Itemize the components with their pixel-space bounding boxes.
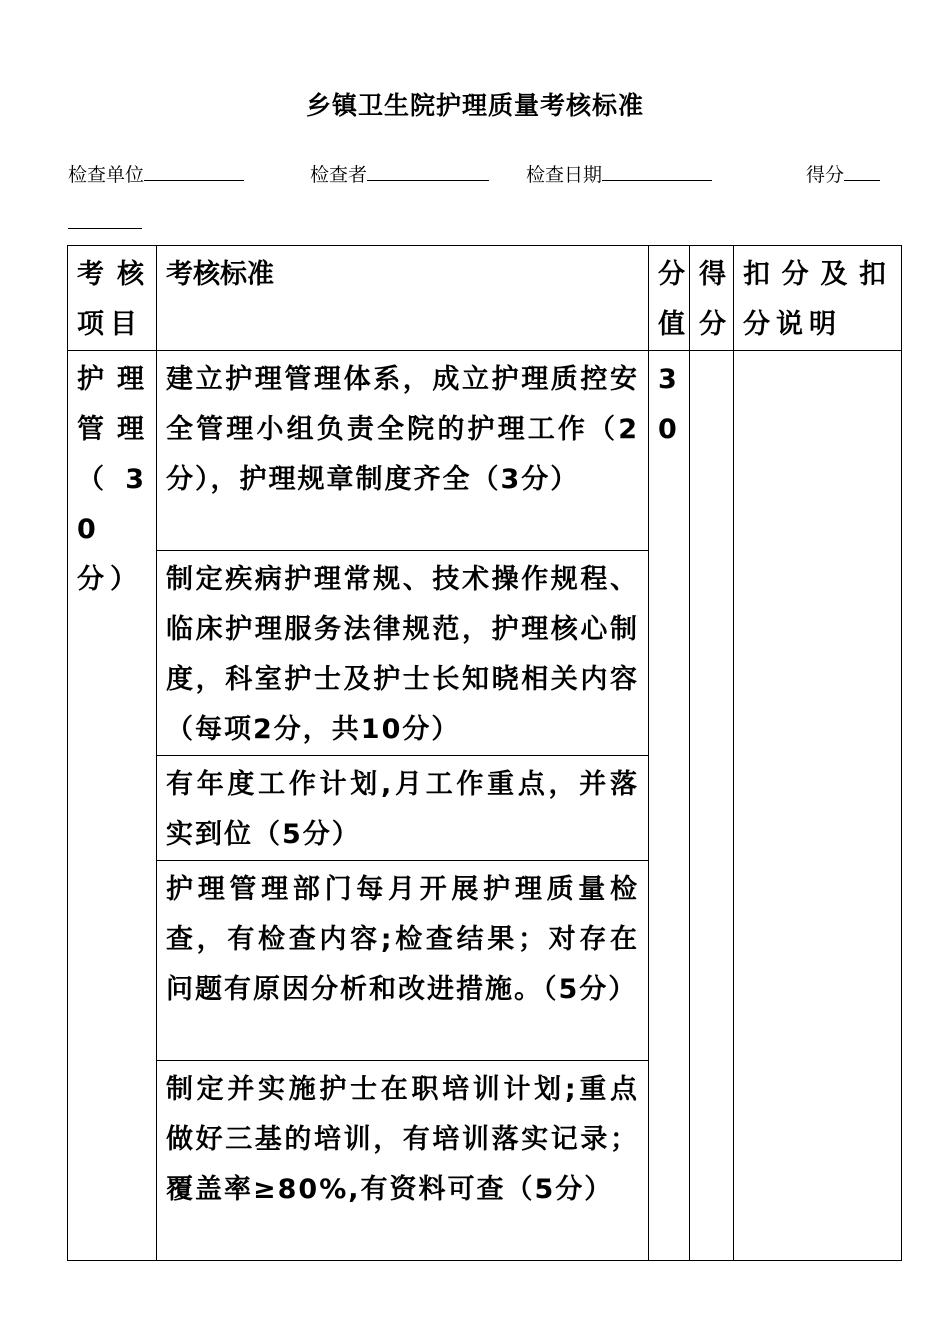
section-points: 30	[649, 351, 690, 1261]
date-blank[interactable]	[602, 158, 712, 181]
inspector-blank[interactable]	[367, 158, 489, 181]
criterion-4: 护理管理部门每月开展护理质量检查，有检查内容;检查结果；对存在问题有原因分析和改进措施。（5分）	[157, 861, 649, 1061]
header-points: 分值	[649, 246, 690, 351]
criterion-1: 建立护理管理体系，成立护理质控安全管理小组负责全院的护理工作（2分），护理规章制度齐全（3分）	[157, 351, 649, 551]
header-score: 得分	[690, 246, 734, 351]
criterion-5: 制定并实施护士在职培训计划;重点做好三基的培训，有培训落实记录；覆盖率≥80%,有资料可查（5分）	[157, 1061, 649, 1261]
header-item: 考核项目	[68, 246, 157, 351]
criterion-2: 制定疾病护理常规、技术操作规程、临床护理服务法律规范，护理核心制度，科室护士及护士长知晓相关内容（每项2分，共10分）	[157, 551, 649, 756]
date-field	[526, 158, 712, 189]
page-title: 乡镇卫生院护理质量考核标准	[305, 91, 644, 120]
score-label: 得分	[806, 164, 845, 186]
inspector-field	[310, 158, 489, 189]
criterion-3: 有年度工作计划,月工作重点，并落实到位（5分）	[157, 756, 649, 861]
header-row	[68, 246, 902, 351]
unit-blank[interactable]	[144, 158, 244, 181]
unit-field	[68, 158, 244, 189]
score-cell[interactable]	[690, 351, 734, 1261]
deduction-cell[interactable]	[734, 351, 902, 1261]
table-row	[68, 351, 902, 551]
header-deduction: 扣分及扣分说明	[734, 246, 902, 351]
score-field	[806, 158, 880, 189]
date-label: 检查日期	[526, 164, 603, 186]
header-standard: 考核标准	[157, 246, 649, 351]
assessment-table	[67, 245, 902, 1261]
inspector-label: 检查者	[310, 164, 368, 186]
section-item: 护理管理（30分）	[68, 351, 157, 1261]
score-blank[interactable]	[844, 158, 880, 181]
unit-label: 检查单位	[68, 164, 145, 186]
score-blank-continued	[68, 228, 142, 229]
